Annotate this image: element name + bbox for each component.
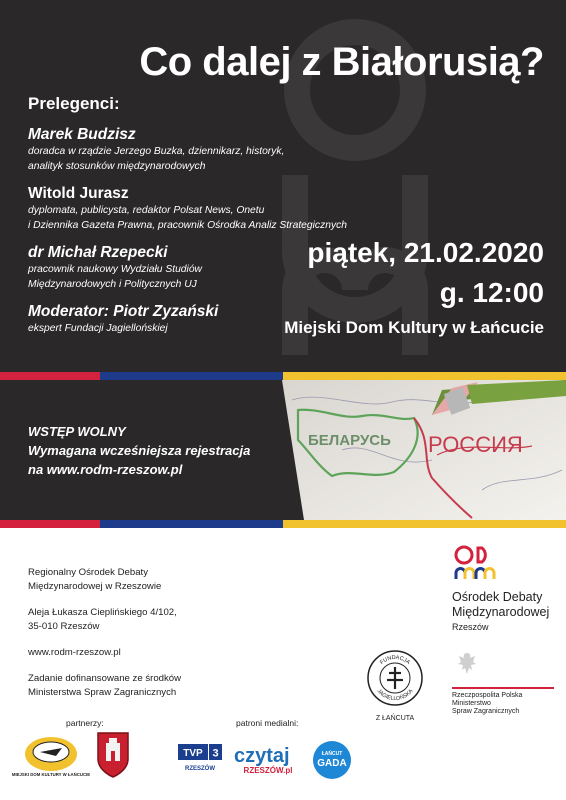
map-label-belarus: БЕЛАРУСЬ (308, 432, 391, 449)
event-time: g. 12:00 (439, 277, 544, 308)
gada-logo-icon (312, 740, 352, 780)
speaker-name: Witold Jurasz (28, 185, 129, 202)
czytaj-logo-icon (232, 742, 304, 776)
entry-panel (0, 380, 566, 520)
speaker-name: Marek Budzisz (28, 126, 136, 143)
page-title: Co dalej z Białorusią? (139, 40, 544, 84)
msz-logo (452, 650, 556, 716)
odm-logo-text (452, 590, 552, 635)
entry-info (28, 422, 250, 479)
entry-url-text: na www.rodm-rzeszow.pl (28, 462, 183, 477)
moderator-desc: ekspert Fundacji Jagiellońskiej (28, 323, 168, 334)
funding-line2: Ministerstwa Spraw Zagranicznych (28, 687, 177, 698)
speakers-heading: Prelegenci: (28, 94, 120, 113)
header-panel (0, 0, 566, 372)
odm-logo-line2: Międzynarodowej (452, 605, 550, 619)
speaker-item (28, 184, 358, 233)
organizer-street: Aleja Łukasza Cieplińskiego 4/102, (28, 607, 177, 618)
speaker-name: dr Michał Rzepecki (28, 244, 168, 261)
partners-label: partnerzy: (66, 718, 104, 728)
entry-free-text: WSTĘP WOLNY (28, 424, 126, 439)
msz-text (452, 692, 556, 716)
speaker-desc: Międzynarodowych i Politycznych UJ (28, 279, 197, 290)
organizer-city: 35-010 Rzeszów (28, 621, 100, 632)
msz-line3: Spraw Zagranicznych (452, 708, 520, 715)
color-stripe-top (0, 372, 566, 380)
media-patrons-label: patroni medialni: (236, 718, 299, 728)
funding-line1: Zadanie dofinansowane ze środków (28, 673, 182, 684)
lancut-gada-logo (312, 740, 352, 785)
event-venue: Miejski Dom Kultury w Łańcucie (284, 318, 544, 337)
lancut-coat-of-arms (96, 731, 130, 784)
speaker-desc: pracownik naukowy Wydziału Studiów (28, 264, 202, 275)
fundacja-jagiellonska-logo (366, 650, 424, 722)
tvp3-logo (178, 744, 222, 779)
msz-red-line (452, 687, 554, 689)
speaker-desc: analityk stosunków międzynarodowych (28, 161, 206, 172)
organizer-website-link[interactable]: www.rodm-rzeszow.pl (28, 647, 121, 658)
tvp3-logo-icon (178, 744, 222, 774)
speaker-desc: i Dziennika Gazeta Prawna, pracownik Ośrodka Analiz Strategicznych (28, 220, 347, 231)
odm-logo-line1: Ośrodek Debaty (452, 590, 543, 604)
coat-of-arms-icon (96, 731, 130, 779)
speakers-list (28, 94, 358, 346)
speaker-desc: dyplomata, publicysta, redaktor Polsat News, Onetu (28, 205, 265, 216)
odm-logo-line3: Rzeszów (452, 622, 489, 632)
seal-text-bottom: JAGIELLOŃSKA (375, 688, 415, 703)
gada-text: GADA (317, 758, 347, 769)
msz-line1: Rzeczpospolita Polska (452, 692, 523, 699)
tvp3-number: 3 (212, 747, 219, 760)
fundacja-caption: Z ŁAŃCUTA (375, 715, 415, 722)
map-photo (282, 380, 566, 520)
organizer-name-line1: Regionalny Ośrodek Debaty (28, 567, 148, 578)
color-stripe-bottom (0, 520, 566, 528)
organizer-info (28, 566, 181, 712)
speaker-desc: doradca w rządzie Jerzego Buzka, dziennikarz, historyk, (28, 146, 285, 157)
mdk-logo-text: MIEJSKI DOM KULTURY W ŁAŃCUCIE (11, 772, 91, 777)
organizer-name-line2: Międzynarodowej w Rzeszowie (28, 581, 162, 592)
mdk-logo (11, 734, 91, 785)
czytaj-subtext: RZESZÓW.pl (243, 766, 293, 775)
tvp-city: RZESZÓW (185, 766, 215, 772)
mdk-logo-icon (11, 734, 91, 780)
msz-line2: Ministerstwo (452, 700, 491, 707)
fundacja-seal-icon (367, 650, 423, 706)
czytaj-text: czytaj (234, 745, 290, 767)
odm-logo-mark-icon (452, 545, 498, 581)
gada-top-text: ŁAŃCUT (321, 751, 343, 757)
event-date: piątek, 21.02.2020 (307, 237, 544, 268)
entry-registration-text: Wymagana wcześniejsza rejestracja (28, 443, 251, 458)
map-label-russia: РОССИЯ (428, 432, 523, 457)
czytaj-rzeszow-logo (232, 742, 304, 781)
moderator-name: Moderator: Piotr Zyzański (28, 303, 219, 320)
eagle-emblem-icon (456, 650, 478, 678)
speaker-item (28, 125, 358, 174)
tvp-text: TVP (183, 748, 203, 759)
seal-text-top: FUNDACJA (379, 654, 411, 666)
odm-logo (452, 545, 552, 635)
